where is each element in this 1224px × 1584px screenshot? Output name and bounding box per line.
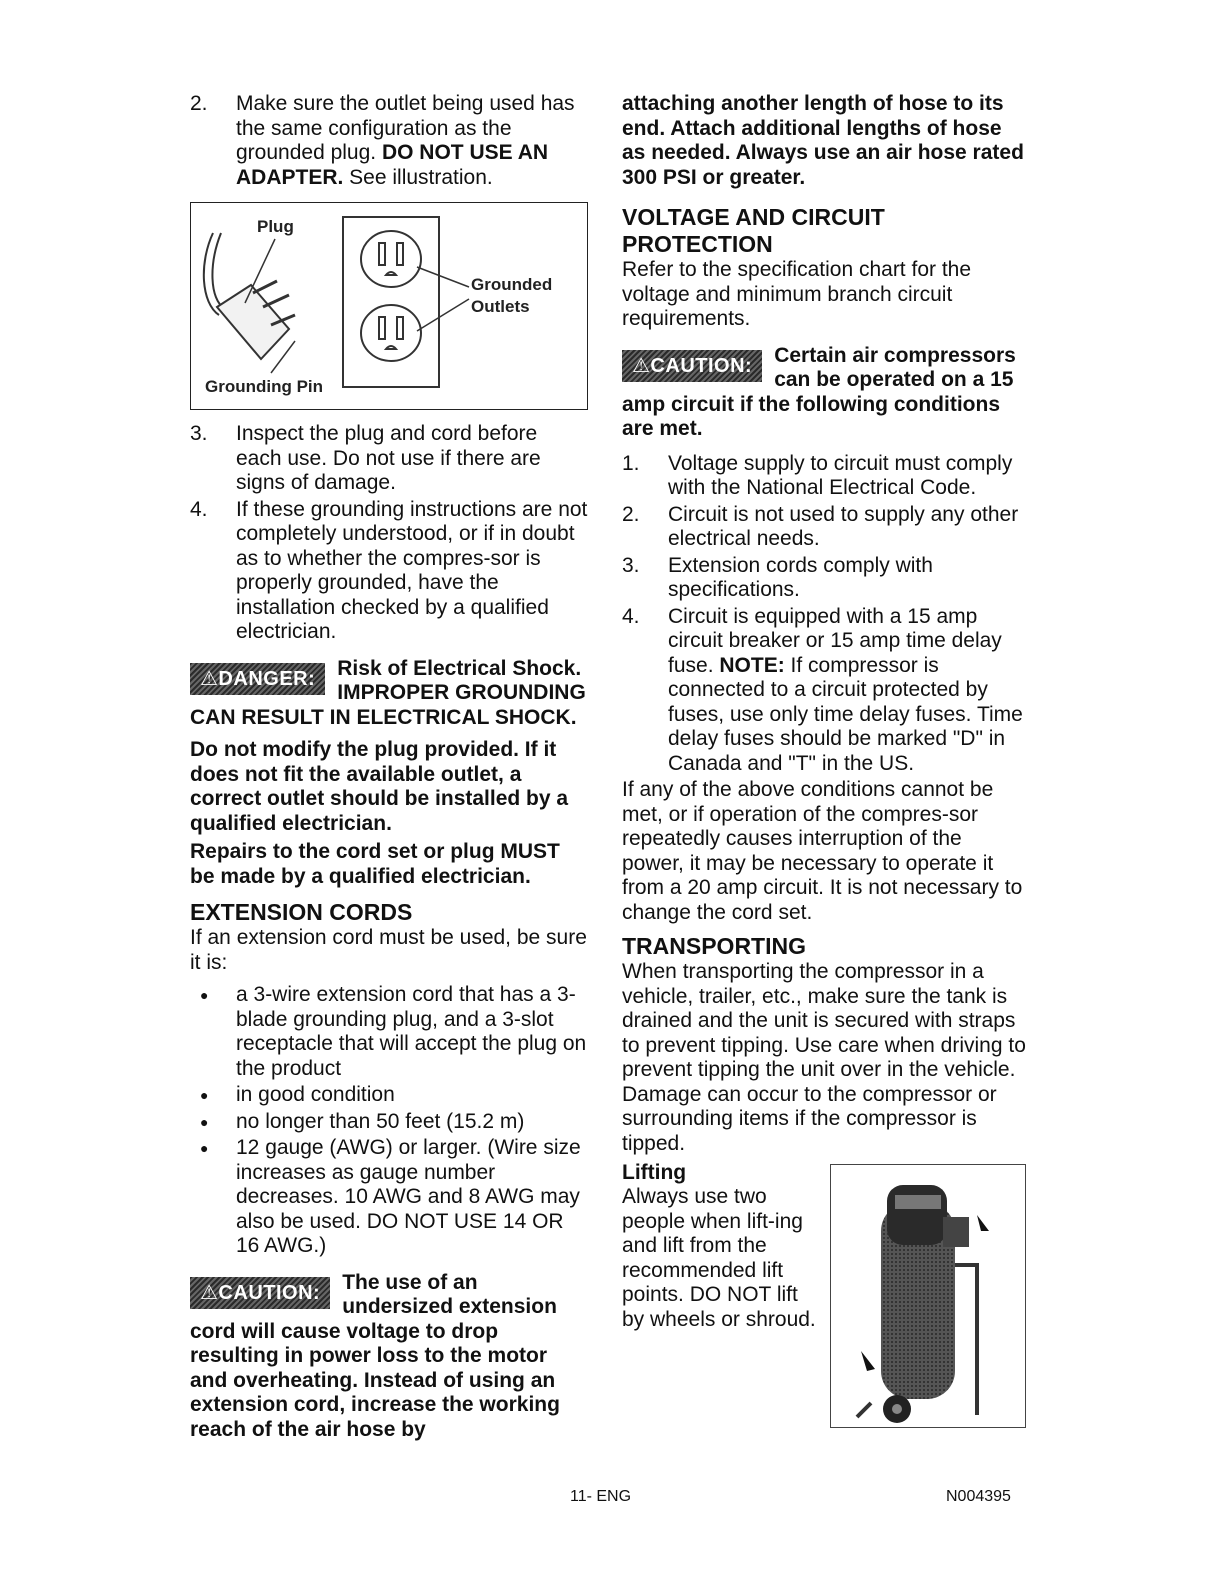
page-number: 11- ENG [570,1488,632,1505]
bullet-icon: ● [200,987,209,1003]
caution-text: Certain air compressors can be operated on a 15 amp circuit if the following conditions are met. [622,343,1016,440]
item-text: Voltage supply to circuit must comply with the National Electrical Code. [668,451,1013,499]
list-item-2 [190,92,588,190]
transporting-text: When transporting the compressor in a vehicle, trailer, etc., make sure the tank is drained and the unit is secured with straps to prevent tipping. Use care when driving to prevent tipping the unit over in the vehicle. Damage can occur to the compressor or surrounding items if the compressor is tipped. [622,960,1026,1155]
list-item-1 [622,452,1026,501]
voltage-conditions-list [622,452,1026,777]
caution-warning [190,1271,588,1443]
list-item-3 [622,554,1026,603]
danger-paragraph-1: Do not modify the plug provided. If it does not fit the available outlet, a correct outlet should be installed by a qualified electrician. [190,738,569,835]
extension-cords-title: EXTENSION CORDS [190,899,413,925]
item-number: 1. [622,451,640,475]
item-bold-text: DO NOT USE AN ADAPTER. [236,141,549,189]
danger-warning [190,657,588,890]
item-text: Inspect the plug and cord before each use. Do not use if there are signs of damage. [236,422,541,494]
voltage-title: VOLTAGE AND CIRCUIT PROTECTION [622,204,885,257]
left-column [190,92,588,1442]
caution-badge: ⚠CAUTION: [190,1277,330,1310]
danger-heading: Risk of Electrical Shock. IMPROPER GROUNDING CAN RESULT IN ELECTRICAL SHOCK. [190,656,586,729]
lifting-text: Always use two people when lift-ing and lift from the recommended lift points. DO NOT lift by wheels or shroud. [622,1185,816,1331]
caution-text: The use of an undersized extension cord will cause voltage to drop resulting in power loss to the motor and overheating. Instead of using an extension cord, increase the working reach of the air hose by [190,1270,560,1441]
item-number: 2. [622,502,640,526]
danger-paragraph-2: Repairs to the cord set or plug MUST be made by a qualified electrician. [190,840,560,888]
item-text: If these grounding instructions are not completely understood, or if in doubt as to whether the compres-sor is properly grounded, have the installation checked by a qualified electrician. [236,497,588,643]
outlets-label-line2: Outlets [471,297,530,316]
extension-cords-list [190,983,588,1259]
bullet-icon: ● [200,1087,209,1103]
hose-continuation-text: attaching another length of hose to its end. Attach additional lengths of hose as needed. Always use an air hose rated 300 PSI or greater. [622,92,1024,189]
grounding-pin-label: Grounding Pin [205,377,324,396]
list-item [190,983,588,1081]
bullet-text: in good condition [236,1083,395,1106]
item-text: Make sure the outlet being used has the same configuration as the grounded plug. [236,92,575,164]
list-item-3 [190,422,588,496]
plug-outlet-illustration [190,202,588,410]
list-item [190,1083,588,1108]
item-number: 4. [190,497,208,521]
list-item [190,1110,588,1135]
list-item-4 [190,498,588,645]
document-code: N004395 [946,1488,1011,1505]
item-number: 4. [622,604,640,628]
plug-label: Plug [257,217,294,236]
voltage-outro: If any of the above conditions cannot be met, or if operation of the compres-sor repeatedly causes interruption of the power, it may be necessary to operate it from a 20 amp circuit. It is not necessary to change the cord set. [622,778,1023,924]
extension-cords-intro: If an extension cord must be used, be sure it is: [190,926,587,974]
note-label: NOTE: [719,653,785,677]
item-text: Circuit is equipped with a 15 amp circuit breaker or 15 amp time delay fuse. [668,604,1002,677]
item-number: 3. [622,553,640,577]
list-item-2 [622,503,1026,552]
bullet-text: a 3-wire extension cord that has a 3-blade grounding plug, and a 3-slot receptacle that will accept the plug on the product [236,983,587,1080]
bullet-text: no longer than 50 feet (15.2 m) [236,1109,525,1133]
voltage-intro: Refer to the specification chart for the voltage and minimum branch circuit requirements. [622,258,972,330]
danger-badge: ⚠DANGER: [190,663,325,696]
bullet-text: 12 gauge (AWG) or larger. (Wire size increases as gauge number decreases. 10 AWG and 8 AWG may also be used. DO NOT USE 14 OR 16 AWG.) [236,1136,581,1257]
right-column [622,92,1026,1428]
item-number: 3. [190,422,208,445]
item-text: Circuit is not used to supply any other electrical needs. [668,502,1019,550]
outlets-label-line1: Grounded [471,275,553,294]
compressor-drawing [831,1165,1025,1427]
item-after-text: See illustration. [343,165,493,189]
item-note-text: If compressor is connected to a circuit protected by fuses, use only time delay fuses. Time delay fuses should be marked "D" in Canada and "T" in the US. [668,653,1023,775]
caution-badge: ⚠CAUTION: [622,350,762,383]
danger-heading-block [190,657,588,731]
lifting-title: Lifting [622,1161,687,1184]
voltage-caution [622,344,1026,442]
bullet-icon: ● [200,1140,209,1156]
list-item-4 [622,605,1026,777]
transporting-title: TRANSPORTING [622,933,806,959]
item-text: Extension cords comply with specifications. [668,553,933,601]
list-item [190,1136,588,1259]
item-number: 2. [190,92,208,115]
compressor-image [830,1164,1026,1428]
bullet-icon: ● [200,1113,209,1130]
lifting-section [622,1160,1026,1332]
